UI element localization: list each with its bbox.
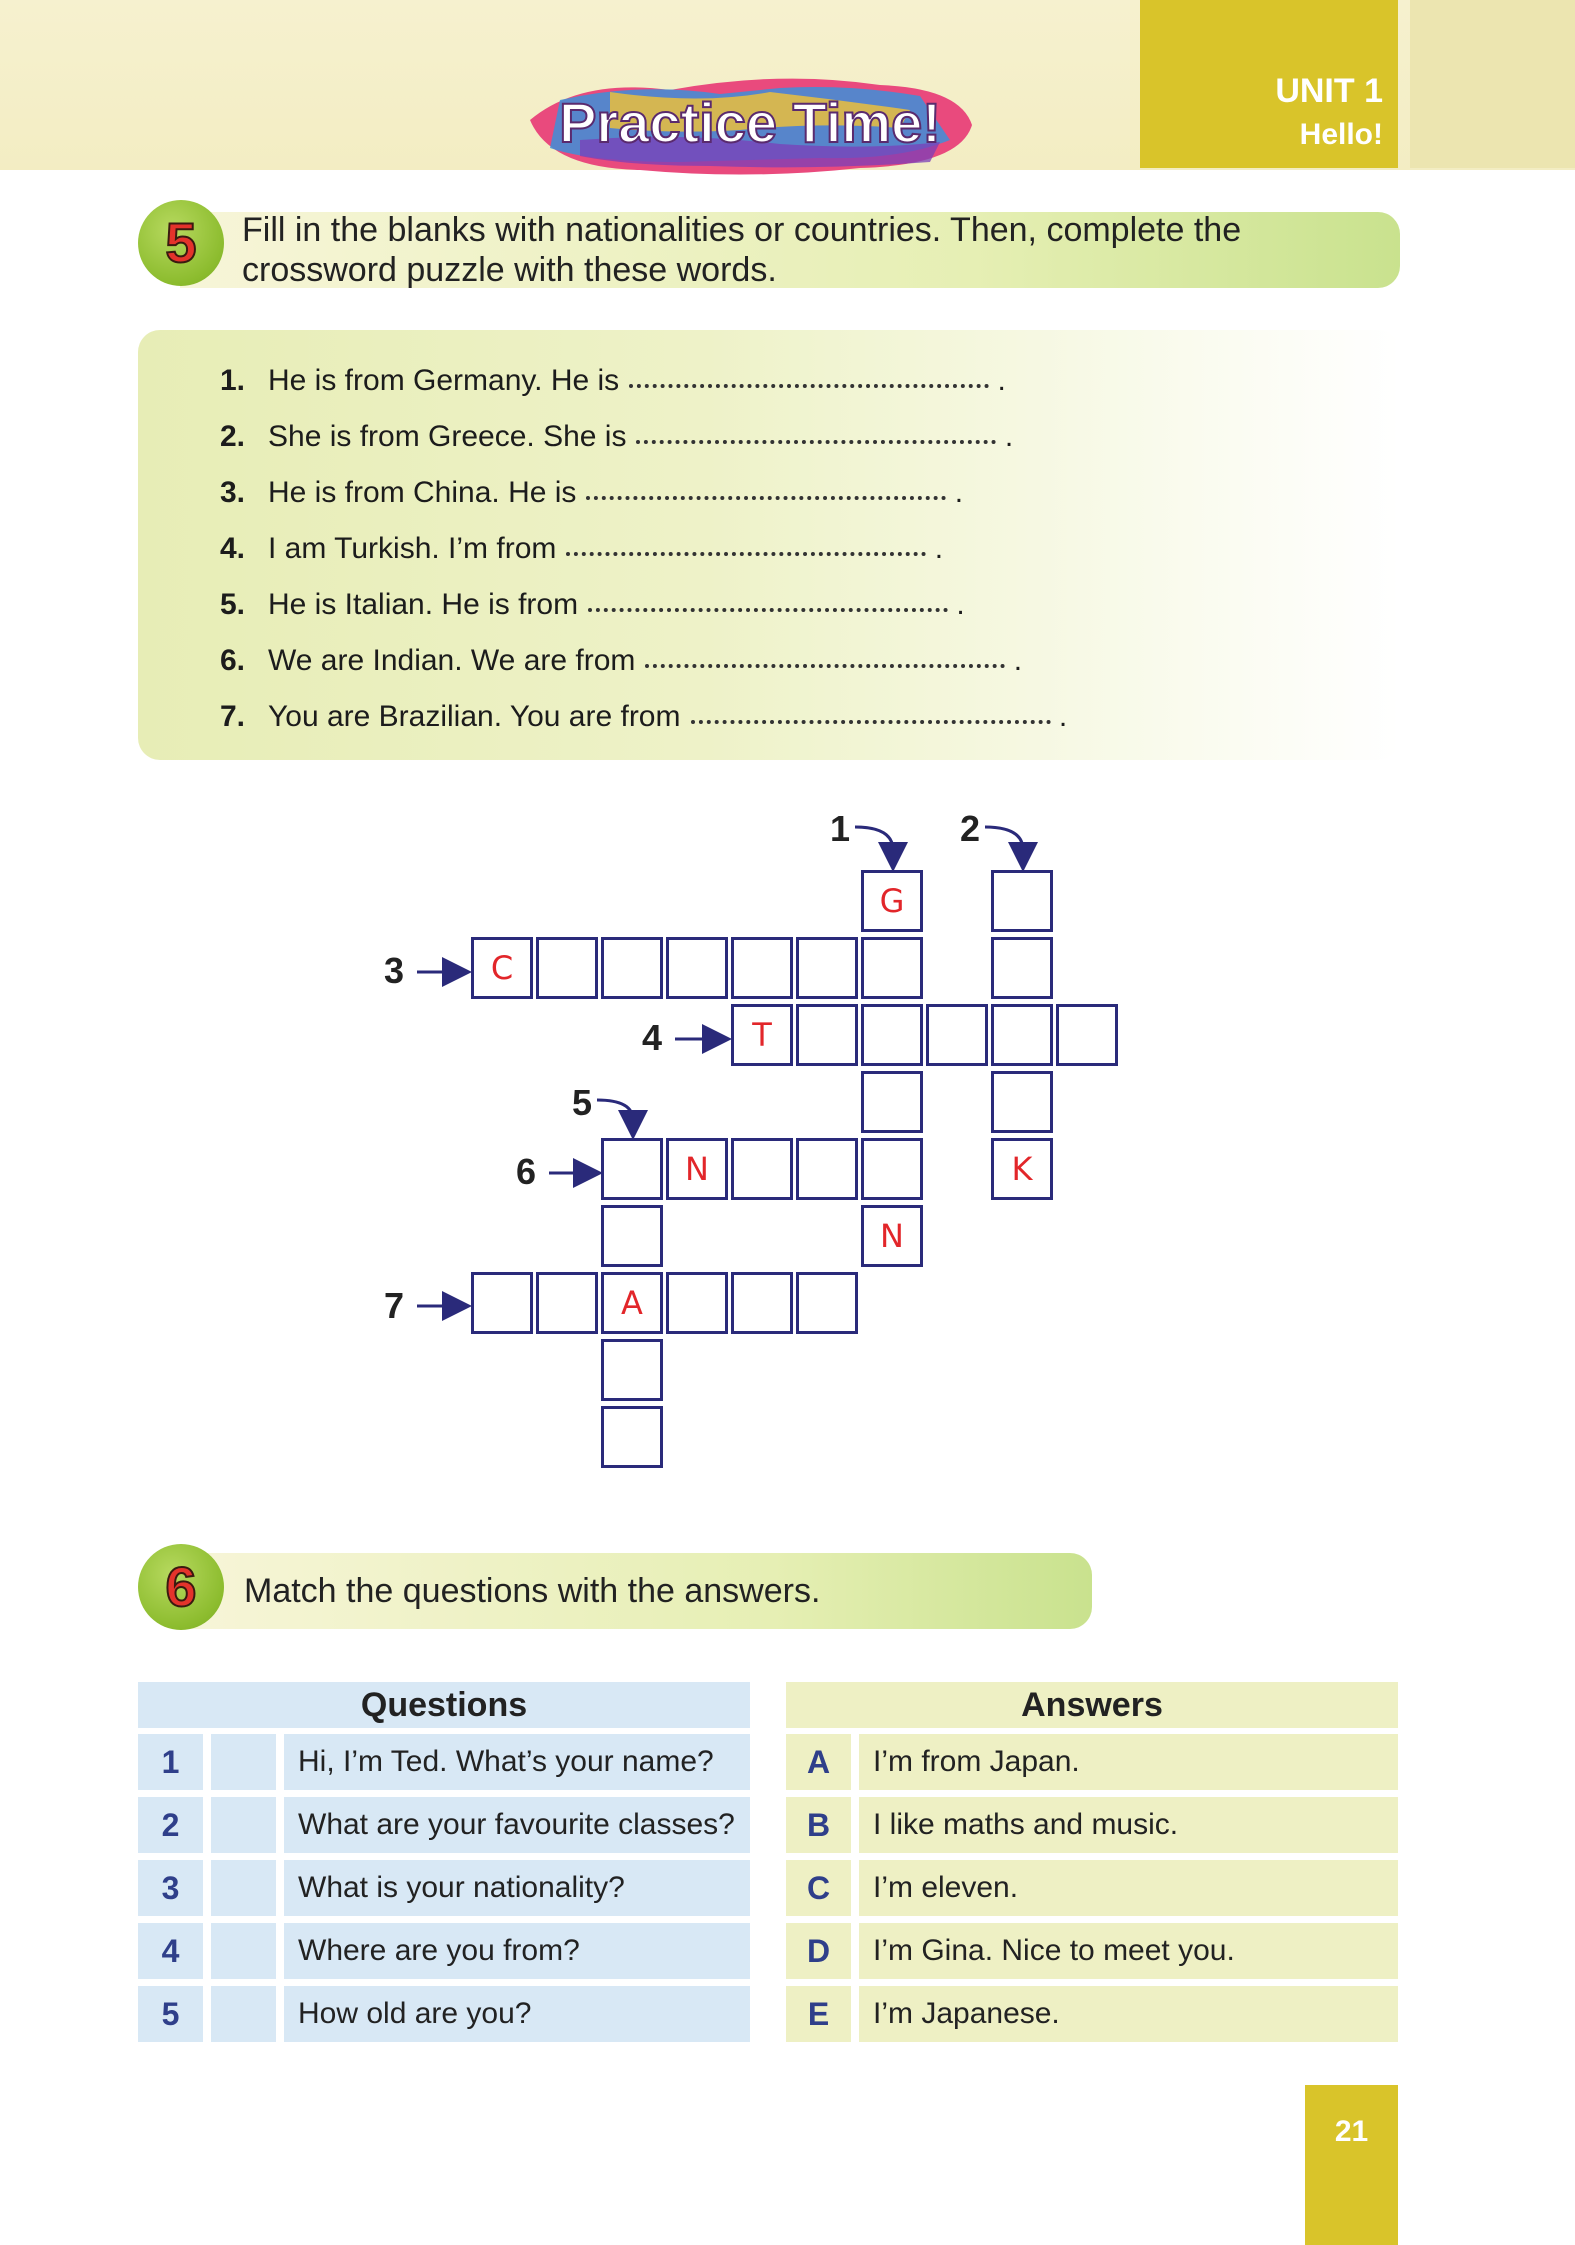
question-number: 1 xyxy=(138,1734,203,1790)
answer-letter: B xyxy=(786,1797,851,1853)
answer-box[interactable] xyxy=(211,1986,276,2042)
answer-letter: D xyxy=(786,1923,851,1979)
sentence-5: 5. He is Italian. He is from . xyxy=(220,588,965,621)
answer-text: I’m from Japan. xyxy=(859,1734,1398,1790)
clue-label-4: 4 xyxy=(642,1017,663,1058)
answer-box[interactable] xyxy=(211,1923,276,1979)
sentence-number: 7. xyxy=(220,700,246,733)
arrow-5-icon xyxy=(597,1100,633,1134)
answer-letter: C xyxy=(786,1860,851,1916)
instruction-line-2: crossword puzzle with these words. xyxy=(242,251,777,289)
clue-label-2: 2 xyxy=(960,808,981,849)
questions-header: Questions xyxy=(138,1682,750,1728)
unit-subtitle: Hello! xyxy=(1299,118,1383,151)
question-number: 5 xyxy=(138,1986,203,2042)
answer-text: I’m eleven. xyxy=(859,1860,1398,1916)
question-text: How old are you? xyxy=(284,1986,750,2042)
question-text: What are your favourite classes? xyxy=(284,1797,750,1853)
sentence-number: 4. xyxy=(220,532,246,565)
sentence-text: She is from Greece. She is xyxy=(268,420,627,453)
clue-label-7: 7 xyxy=(384,1285,405,1326)
sentence-number: 5. xyxy=(220,588,246,621)
arrow-1-icon xyxy=(855,827,893,866)
clue-label-5: 5 xyxy=(572,1082,593,1123)
exercise-6-number: 6 xyxy=(165,1555,197,1618)
sentence-7: 7. You are Brazilian. You are from . xyxy=(220,700,1068,733)
question-number: 4 xyxy=(138,1923,203,1979)
sentence-number: 1. xyxy=(220,364,246,397)
crossword-cell[interactable]: A xyxy=(601,1272,663,1334)
instruction-line-1: Fill in the blanks with nationalities or countries. Then, complete the xyxy=(242,211,1242,249)
answer-box[interactable] xyxy=(211,1797,276,1853)
exercise-6-instruction: Match the questions with the answers. xyxy=(244,1572,821,1610)
answer-letter: E xyxy=(786,1986,851,2042)
question-number: 2 xyxy=(138,1797,203,1853)
question-number: 3 xyxy=(138,1860,203,1916)
clue-label-6: 6 xyxy=(516,1151,537,1192)
arrow-2-icon xyxy=(985,827,1023,866)
answers-header: Answers xyxy=(786,1682,1398,1728)
practice-title-text: Practice Time! xyxy=(559,91,941,154)
crossword-cell[interactable]: T xyxy=(731,1004,793,1066)
answer-text: I’m Gina. Nice to meet you. xyxy=(859,1923,1398,1979)
sentence-3: 3. He is from China. He is . xyxy=(220,476,964,509)
sentence-text: You are Brazilian. You are from xyxy=(268,700,681,733)
sentence-text: He is from China. He is xyxy=(268,476,577,509)
sentence-text: We are Indian. We are from xyxy=(268,644,636,677)
page-number-tab xyxy=(1305,2085,1398,2245)
sentence-text: He is Italian. He is from xyxy=(268,588,579,621)
sentence-text: I am Turkish. I’m from xyxy=(268,532,557,565)
sentence-4: 4. I am Turkish. I’m from . xyxy=(220,532,944,565)
crossword-cell[interactable]: K xyxy=(991,1138,1053,1200)
answer-box[interactable] xyxy=(211,1734,276,1790)
answer-text: I like maths and music. xyxy=(859,1797,1398,1853)
sentence-2: 2. She is from Greece. She is . xyxy=(220,420,1014,453)
question-text: What is your nationality? xyxy=(284,1860,750,1916)
sentence-number: 2. xyxy=(220,420,246,453)
answer-box[interactable] xyxy=(211,1860,276,1916)
sentence-6: 6. We are Indian. We are from . xyxy=(220,644,1023,677)
sentence-number: 6. xyxy=(220,644,246,677)
crossword-cell[interactable]: G xyxy=(861,870,923,932)
question-text: Hi, I’m Ted. What’s your name? xyxy=(284,1734,750,1790)
sentence-text: He is from Germany. He is xyxy=(268,364,620,397)
crossword-cell[interactable]: N xyxy=(861,1205,923,1267)
exercise-6-badge xyxy=(138,1544,224,1630)
unit-label: UNIT 1 xyxy=(1275,72,1383,110)
clue-label-1: 1 xyxy=(830,808,851,849)
answer-letter: A xyxy=(786,1734,851,1790)
sentence-1: 1. He is from Germany. He is . xyxy=(220,364,1006,397)
crossword-cell[interactable]: N xyxy=(666,1138,728,1200)
clue-label-3: 3 xyxy=(384,950,405,991)
sentence-number: 3. xyxy=(220,476,246,509)
page-number: 21 xyxy=(1334,2115,1369,2148)
question-text: Where are you from? xyxy=(284,1923,750,1979)
exercise-5-number: 5 xyxy=(165,211,197,274)
crossword-cell[interactable]: C xyxy=(471,937,533,999)
answer-text: I’m Japanese. xyxy=(859,1986,1398,2042)
